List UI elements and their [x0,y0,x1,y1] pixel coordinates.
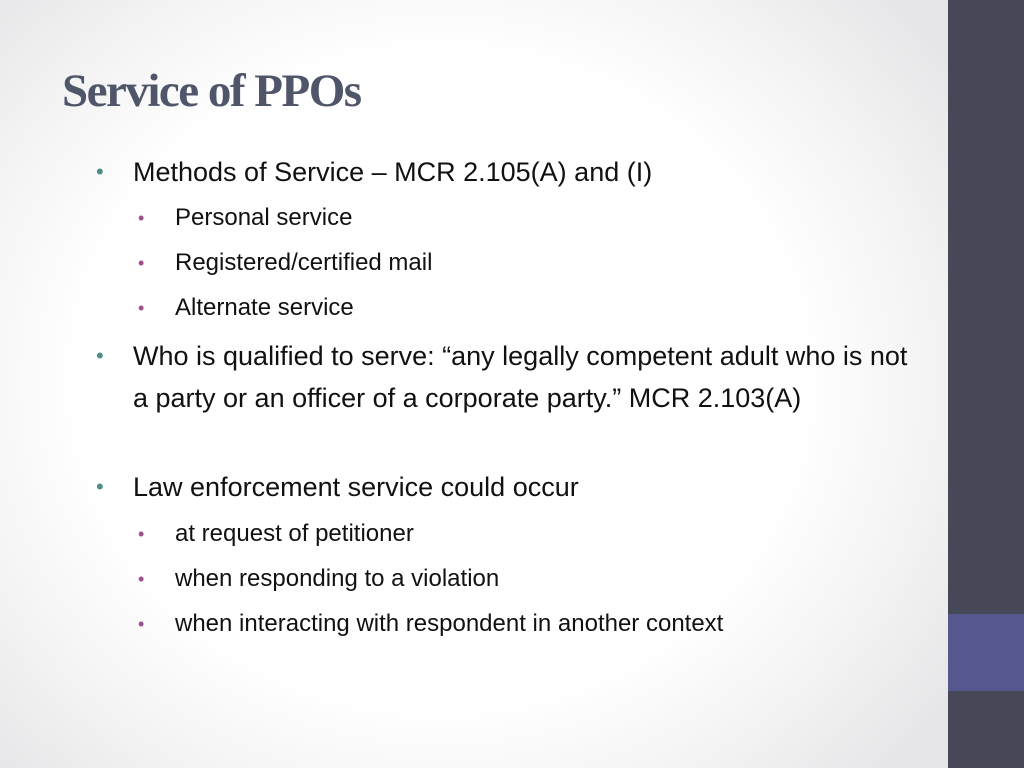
sub-bullet-item-registered-mail: Registered/certified mail [175,249,433,276]
sub-bullet-item-interacting-with-respondent: when interacting with respondent in another context [175,610,724,637]
bullet-item-methods-of-service: Methods of Service – MCR 2.105(A) and (I) [133,157,653,187]
bullet-item-who-is-qualified: Who is qualified to serve: “any legally competent adult who is not a party or an officer of a corporate party.” MCR 2.103(A) [133,341,908,413]
slide-title: Service of PPOs [62,65,361,117]
sub-bullet-icon: • [138,614,145,634]
sub-bullet-item-responding-to-violation: when responding to a violation [175,565,500,592]
bullet-icon: • [96,474,104,499]
bullet-item-law-enforcement: Law enforcement service could occur [133,472,579,502]
sub-bullet-icon: • [138,569,145,589]
sub-bullet-item-request-of-petitioner: at request of petitioner [175,520,414,547]
bullet-icon: • [96,159,104,184]
bullet-icon: • [96,343,104,368]
sub-bullet-item-alternate-service: Alternate service [175,294,354,321]
sub-bullet-item-personal-service: Personal service [175,204,353,231]
sidebar-accent-block [948,614,1024,691]
sub-bullet-icon: • [138,524,145,544]
sub-bullet-icon: • [138,208,145,228]
sub-bullet-icon: • [138,298,145,318]
sub-bullet-icon: • [138,253,145,273]
